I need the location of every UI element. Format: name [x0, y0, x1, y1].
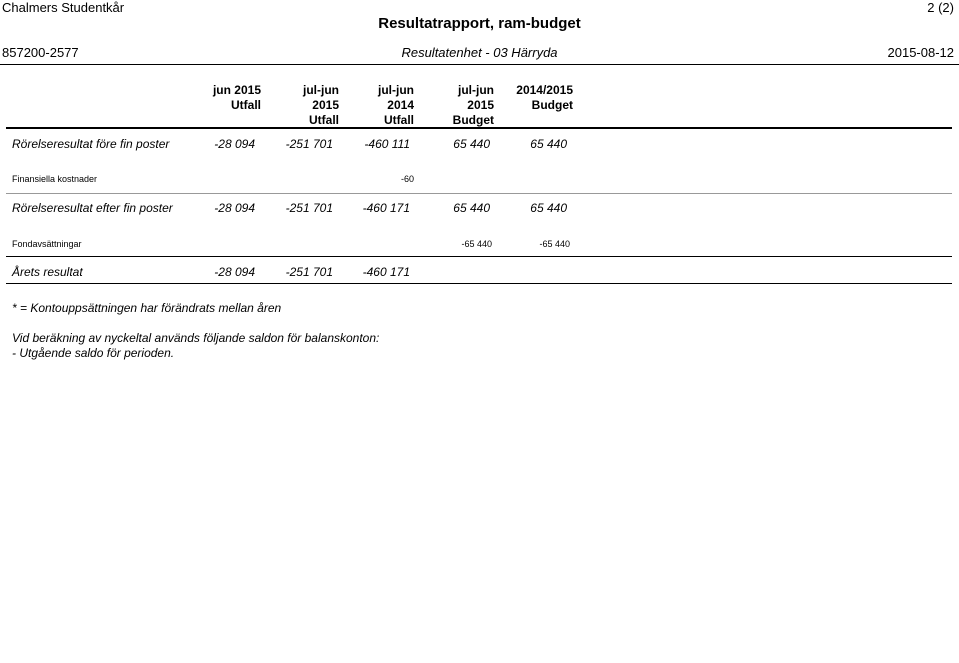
row-label: Rörelseresultat före fin poster: [12, 137, 170, 151]
cell-value: 65 440: [530, 201, 567, 215]
cell-value: -460 171: [362, 201, 410, 215]
account-number: 857200-2577: [2, 45, 79, 60]
cell-value: -28 094: [214, 137, 255, 151]
header-rule: [6, 127, 952, 129]
row-label: Fondavsättningar: [12, 239, 82, 249]
cell-value: 65 440: [453, 201, 490, 215]
cell-value: -251 701: [285, 201, 333, 215]
cell-value: -28 094: [214, 265, 255, 279]
row-divider: [6, 193, 952, 194]
cell-value: -251 701: [285, 265, 333, 279]
column-header: jul-jun 2014 Utfall: [378, 83, 414, 127]
report-title: Resultatrapport, ram-budget: [378, 15, 581, 32]
cell-value: -251 701: [285, 137, 333, 151]
cell-value: -28 094: [214, 201, 255, 215]
row-label: Finansiella kostnader: [12, 174, 98, 184]
org-name: Chalmers Studentkår: [2, 0, 125, 15]
cell-value: -60: [400, 174, 414, 184]
change-note: * = Kontouppsättningen har förändrats mellan åren: [12, 301, 282, 315]
result-unit: Resultatenhet - 03 Härryda: [401, 45, 558, 60]
calc-note-line2: - Utgående saldo för perioden.: [12, 346, 175, 360]
cell-value: -460 111: [364, 137, 410, 151]
cell-value: 65 440: [530, 137, 567, 151]
column-header: 2014/2015 Budget: [516, 83, 573, 112]
page-number: 2 (2): [927, 0, 954, 15]
row-divider: [6, 283, 952, 284]
row-label: Rörelseresultat efter fin poster: [12, 201, 173, 215]
column-header: jun 2015 Utfall: [212, 83, 261, 112]
cell-value: -65 440: [461, 239, 492, 249]
report-date: 2015-08-12: [887, 45, 954, 60]
cell-value: 65 440: [453, 137, 490, 151]
cell-value: -65 440: [539, 239, 570, 249]
row-label: Årets resultat: [12, 265, 83, 279]
column-header: jul-jun 2015 Budget: [452, 83, 494, 127]
header-divider: [0, 64, 959, 65]
calc-note-line1: Vid beräkning av nyckeltal används följande saldon för balanskonton:: [12, 331, 380, 345]
column-header: jul-jun 2015 Utfall: [303, 83, 339, 127]
cell-value: -460 171: [362, 265, 410, 279]
row-divider: [6, 256, 952, 257]
